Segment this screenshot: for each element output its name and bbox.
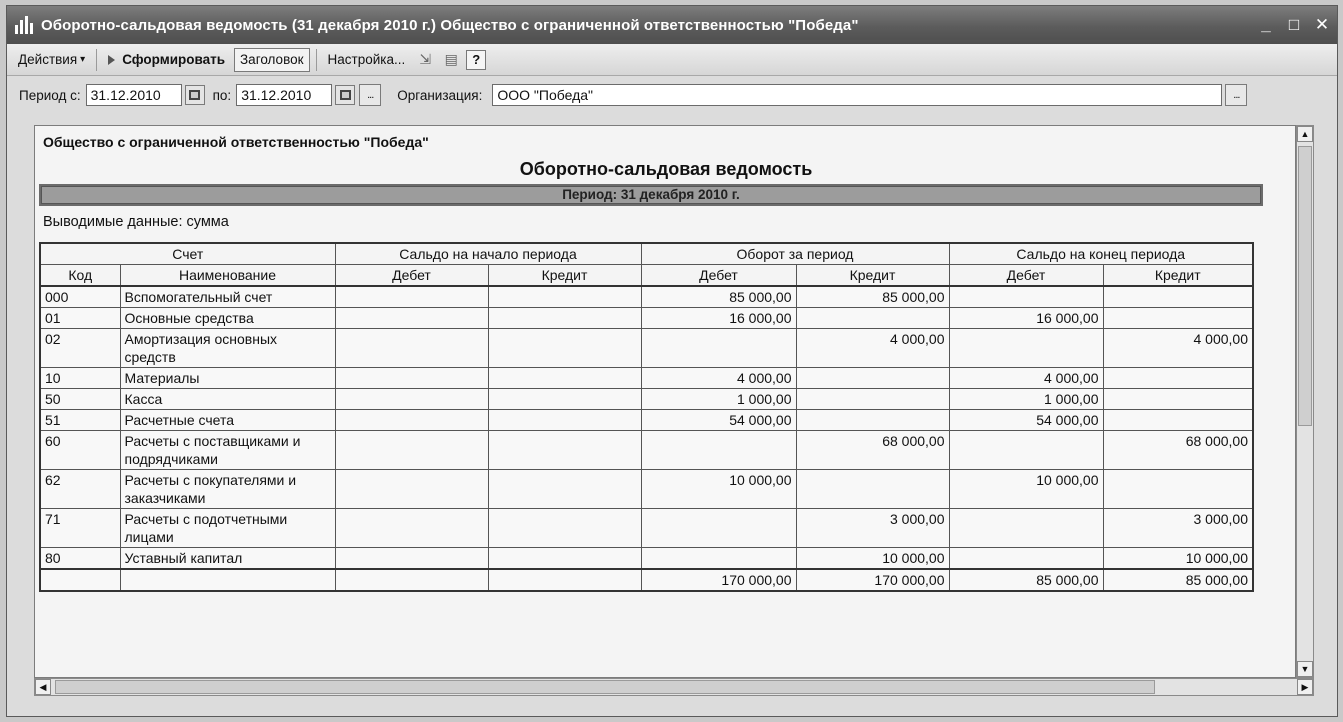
output-data-line: Выводимые данные: сумма — [43, 214, 229, 230]
horizontal-scroll-thumb[interactable] — [55, 680, 1155, 694]
header-opening-balance: Сальдо на начало периода — [335, 243, 641, 265]
cell-name: Амортизация основных средств — [120, 329, 335, 368]
cell-opening-credit — [488, 308, 641, 329]
header-button[interactable]: Заголовок — [234, 48, 309, 72]
cell-closing-debit — [949, 329, 1103, 368]
turnover-balance-table — [39, 242, 1254, 592]
cell-closing-credit: 3 000,00 — [1103, 509, 1253, 548]
cell-opening-debit — [335, 389, 488, 410]
table-row[interactable] — [40, 431, 1253, 470]
period-from-label: Период с: — [19, 87, 81, 103]
header-credit: Кредит — [796, 265, 949, 287]
report-sheet[interactable] — [34, 125, 1296, 678]
cell-turnover-credit — [796, 410, 949, 431]
cell-code: 10 — [40, 368, 120, 389]
cell-turnover-credit — [796, 308, 949, 329]
cell-turnover-credit — [796, 470, 949, 509]
cell-code: 62 — [40, 470, 120, 509]
cell-turnover-credit — [796, 389, 949, 410]
cell-closing-debit — [949, 548, 1103, 570]
filter-bar — [7, 76, 1337, 114]
cell-opening-debit — [335, 286, 488, 308]
table-row[interactable] — [40, 368, 1253, 389]
cell-turnover-debit: 1 000,00 — [641, 389, 796, 410]
cell-name: Материалы — [120, 368, 335, 389]
cell-opening-credit — [488, 410, 641, 431]
table-row[interactable] — [40, 410, 1253, 431]
toolbar — [7, 44, 1337, 76]
scroll-left-icon[interactable]: ◀ — [35, 679, 51, 695]
cell-opening-debit — [335, 470, 488, 509]
cell-closing-credit — [1103, 470, 1253, 509]
play-icon — [108, 55, 115, 65]
header-name: Наименование — [120, 265, 335, 287]
scroll-right-icon[interactable]: ▶ — [1297, 679, 1313, 695]
cell-closing-debit — [949, 286, 1103, 308]
cell-name: Уставный капитал — [120, 548, 335, 570]
actions-menu[interactable] — [13, 48, 90, 72]
app-icon — [15, 16, 35, 34]
calendar-icon[interactable] — [335, 85, 355, 105]
cell-opening-credit — [488, 509, 641, 548]
help-icon[interactable]: ? — [466, 50, 486, 70]
cell-opening-debit — [335, 431, 488, 470]
toolbar-divider — [316, 49, 317, 71]
cell-name: Расчеты с поставщиками и подрядчиками — [120, 431, 335, 470]
cell-turnover-debit — [641, 509, 796, 548]
chevron-down-icon: ▾ — [80, 54, 86, 65]
header-account: Счет — [40, 243, 335, 265]
cell-name: Вспомогательный счет — [120, 286, 335, 308]
report-org-name: Общество с ограниченной ответственностью "Победа" — [43, 134, 429, 150]
cell-opening-credit — [488, 286, 641, 308]
header-debit: Дебет — [641, 265, 796, 287]
table-row[interactable] — [40, 389, 1253, 410]
table-row[interactable] — [40, 329, 1253, 368]
cell-closing-credit: 68 000,00 — [1103, 431, 1253, 470]
actions-menu-label: Действия — [18, 52, 78, 67]
cell-name: Расчетные счета — [120, 410, 335, 431]
cell-opening-credit — [488, 548, 641, 570]
copy-icon[interactable]: ▤ — [444, 51, 458, 67]
header-debit: Дебет — [335, 265, 488, 287]
cell-closing-debit: 1 000,00 — [949, 389, 1103, 410]
cell-opening-credit — [488, 368, 641, 389]
header-turnover: Оборот за период — [641, 243, 949, 265]
table-row[interactable] — [40, 548, 1253, 570]
header-closing-balance: Сальдо на конец периода — [949, 243, 1253, 265]
calendar-icon[interactable] — [185, 85, 205, 105]
cell-opening-debit — [335, 308, 488, 329]
cell-opening-debit — [335, 569, 488, 591]
organization-label: Организация: — [397, 87, 483, 103]
cell-turnover-credit: 85 000,00 — [796, 286, 949, 308]
cell-code: 02 — [40, 329, 120, 368]
cell-closing-debit: 16 000,00 — [949, 308, 1103, 329]
cell-closing-credit — [1103, 410, 1253, 431]
settings-button[interactable]: Настройка... — [327, 52, 406, 67]
cell-code: 000 — [40, 286, 120, 308]
cell-code: 01 — [40, 308, 120, 329]
table-row[interactable] — [40, 308, 1253, 329]
cell-closing-credit: 10 000,00 — [1103, 548, 1253, 570]
cell-opening-credit — [488, 389, 641, 410]
horizontal-scrollbar[interactable] — [34, 678, 1314, 696]
cell-turnover-debit: 170 000,00 — [641, 569, 796, 591]
total-row[interactable] — [40, 569, 1253, 591]
header-debit: Дебет — [949, 265, 1103, 287]
maximize-icon[interactable]: □ — [1288, 15, 1300, 34]
cell-opening-credit — [488, 431, 641, 470]
minimize-icon[interactable]: _ — [1261, 15, 1271, 34]
cell-turnover-credit: 10 000,00 — [796, 548, 949, 570]
cell-turnover-credit: 68 000,00 — [796, 431, 949, 470]
cell-turnover-debit: 10 000,00 — [641, 470, 796, 509]
cell-opening-debit — [335, 548, 488, 570]
period-banner — [39, 184, 1263, 206]
period-from-input[interactable]: 31.12.2010 — [86, 84, 182, 106]
window-title: Оборотно-сальдовая ведомость (31 декабря 2010 г.) Общество с ограниченной ответственностью "Победа" — [41, 16, 859, 34]
cell-closing-debit: 54 000,00 — [949, 410, 1103, 431]
period-to-input[interactable]: 31.12.2010 — [236, 84, 332, 106]
cell-turnover-debit — [641, 548, 796, 570]
cell-turnover-credit: 4 000,00 — [796, 329, 949, 368]
vertical-scroll-thumb[interactable] — [1298, 146, 1312, 426]
period-banner-text: Период: 31 декабря 2010 г. — [41, 186, 1261, 204]
organization-input[interactable]: ООО "Победа" — [492, 84, 1222, 106]
cell-closing-credit: 85 000,00 — [1103, 569, 1253, 591]
cell-turnover-debit — [641, 329, 796, 368]
cell-closing-debit: 10 000,00 — [949, 470, 1103, 509]
header-credit: Кредит — [488, 265, 641, 287]
cell-opening-debit — [335, 329, 488, 368]
cell-turnover-debit: 54 000,00 — [641, 410, 796, 431]
cell-name: Расчеты с подотчетными лицами — [120, 509, 335, 548]
cell-name: Основные средства — [120, 308, 335, 329]
report-title: Оборотно-сальдовая ведомость — [519, 159, 813, 179]
cell-code: 50 — [40, 389, 120, 410]
cell-opening-debit — [335, 410, 488, 431]
vertical-scrollbar[interactable] — [1296, 125, 1314, 678]
cell-turnover-credit: 3 000,00 — [796, 509, 949, 548]
cell-code — [40, 569, 120, 591]
cell-opening-credit — [488, 569, 641, 591]
cell-closing-debit — [949, 431, 1103, 470]
cell-turnover-debit: 85 000,00 — [641, 286, 796, 308]
title-bar[interactable] — [7, 6, 1337, 44]
cell-code: 60 — [40, 431, 120, 470]
table-row[interactable] — [40, 286, 1253, 308]
cell-turnover-debit — [641, 431, 796, 470]
cell-opening-debit — [335, 509, 488, 548]
period-select-button[interactable]: ... — [359, 84, 381, 106]
header-code: Код — [40, 265, 120, 287]
cell-opening-credit — [488, 470, 641, 509]
cell-code: 80 — [40, 548, 120, 570]
cell-turnover-debit: 16 000,00 — [641, 308, 796, 329]
cell-closing-credit — [1103, 368, 1253, 389]
cell-closing-debit — [949, 509, 1103, 548]
cell-closing-credit — [1103, 286, 1253, 308]
organization-select-button[interactable]: ... — [1225, 84, 1247, 106]
table-row[interactable] — [40, 470, 1253, 509]
toolbar-divider — [96, 49, 97, 71]
table-row[interactable] — [40, 509, 1253, 548]
cell-closing-credit — [1103, 389, 1253, 410]
cell-closing-debit: 4 000,00 — [949, 368, 1103, 389]
cell-closing-debit: 85 000,00 — [949, 569, 1103, 591]
cell-closing-credit: 4 000,00 — [1103, 329, 1253, 368]
close-icon[interactable]: ✕ — [1314, 15, 1330, 34]
cell-code: 51 — [40, 410, 120, 431]
cell-opening-debit — [335, 368, 488, 389]
scroll-up-icon[interactable]: ▲ — [1297, 126, 1313, 142]
cell-code: 71 — [40, 509, 120, 548]
cell-name — [120, 569, 335, 591]
cell-turnover-debit: 4 000,00 — [641, 368, 796, 389]
period-to-label: по: — [212, 87, 232, 103]
cell-turnover-credit: 170 000,00 — [796, 569, 949, 591]
cell-turnover-credit — [796, 368, 949, 389]
cell-name: Расчеты с покупателями и заказчиками — [120, 470, 335, 509]
generate-button[interactable] — [103, 48, 230, 72]
header-credit: Кредит — [1103, 265, 1253, 287]
cell-closing-credit — [1103, 308, 1253, 329]
cell-opening-credit — [488, 329, 641, 368]
insert-icon[interactable]: ⇲ — [419, 51, 432, 67]
scroll-down-icon[interactable]: ▼ — [1297, 661, 1313, 677]
cell-name: Касса — [120, 389, 335, 410]
generate-button-label: Сформировать — [122, 52, 226, 67]
